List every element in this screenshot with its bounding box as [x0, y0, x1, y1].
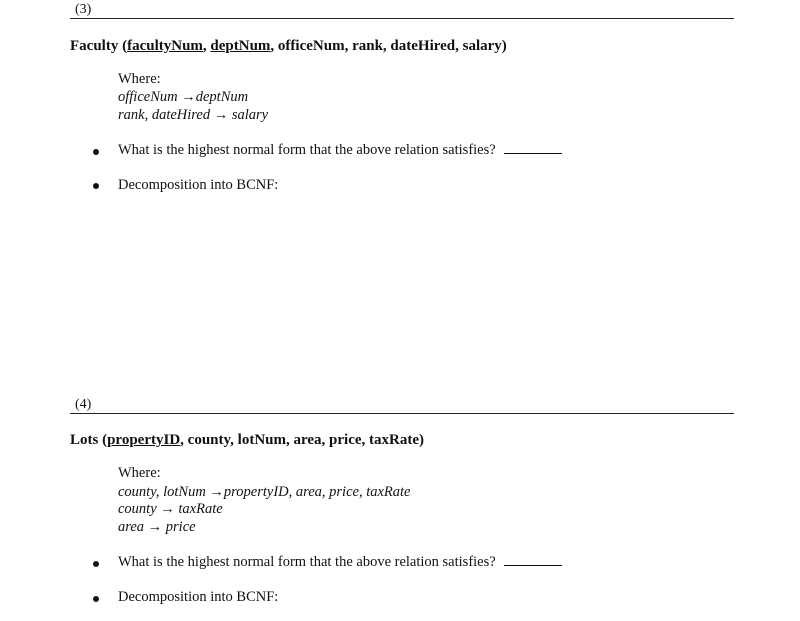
- question-3-relation: [70, 38, 507, 55]
- question-text: What is the highest normal form that the above relation satisfies?: [118, 142, 496, 158]
- question-4-normal-form-question: [118, 554, 562, 571]
- answer-blank: [504, 152, 562, 154]
- bullet-icon: [93, 149, 99, 155]
- question-4-fd: county → taxRate: [118, 501, 223, 517]
- question-4-fd: county, lotNum →propertyID, area, price, taxRate: [118, 484, 411, 500]
- relation-open: (: [118, 38, 128, 54]
- question-3-fd: rank, dateHired → salary: [118, 107, 269, 123]
- relation-name: Faculty: [70, 38, 119, 54]
- question-text: What is the highest normal form that the above relation satisfies?: [118, 554, 496, 570]
- bullet-icon: [93, 596, 99, 602]
- key-separator: ,: [202, 38, 211, 54]
- question-4-fd: area → price: [118, 519, 196, 535]
- question-4-where-label: Where:: [118, 465, 161, 481]
- relation-open: (: [98, 432, 108, 448]
- relation-attributes: , county, lotNum, area, price, taxRate): [180, 432, 425, 448]
- relation-name: Lots: [70, 432, 99, 448]
- answer-blank: [504, 564, 562, 566]
- question-3-decomposition-label: Decomposition into BCNF:: [118, 177, 279, 193]
- question-3-fd: officeNum →deptNum: [118, 89, 249, 105]
- question-3-normal-form-question: [118, 142, 562, 159]
- key-attribute: propertyID: [107, 432, 181, 448]
- key-attribute: facultyNum: [127, 38, 203, 54]
- key-attribute: deptNum: [210, 38, 271, 54]
- question-4-number: (4): [75, 397, 92, 412]
- question-3-number: (3): [75, 2, 92, 17]
- relation-attributes: , officeNum, rank, dateHired, salary): [270, 38, 507, 54]
- question-4-decomposition-label: Decomposition into BCNF:: [118, 589, 279, 605]
- question-4-relation: [70, 432, 424, 449]
- question-3-where-label: Where:: [118, 71, 161, 87]
- question-4-divider: [70, 413, 734, 414]
- question-3-divider: [70, 18, 734, 19]
- bullet-icon: [93, 561, 99, 567]
- bullet-icon: [93, 183, 99, 189]
